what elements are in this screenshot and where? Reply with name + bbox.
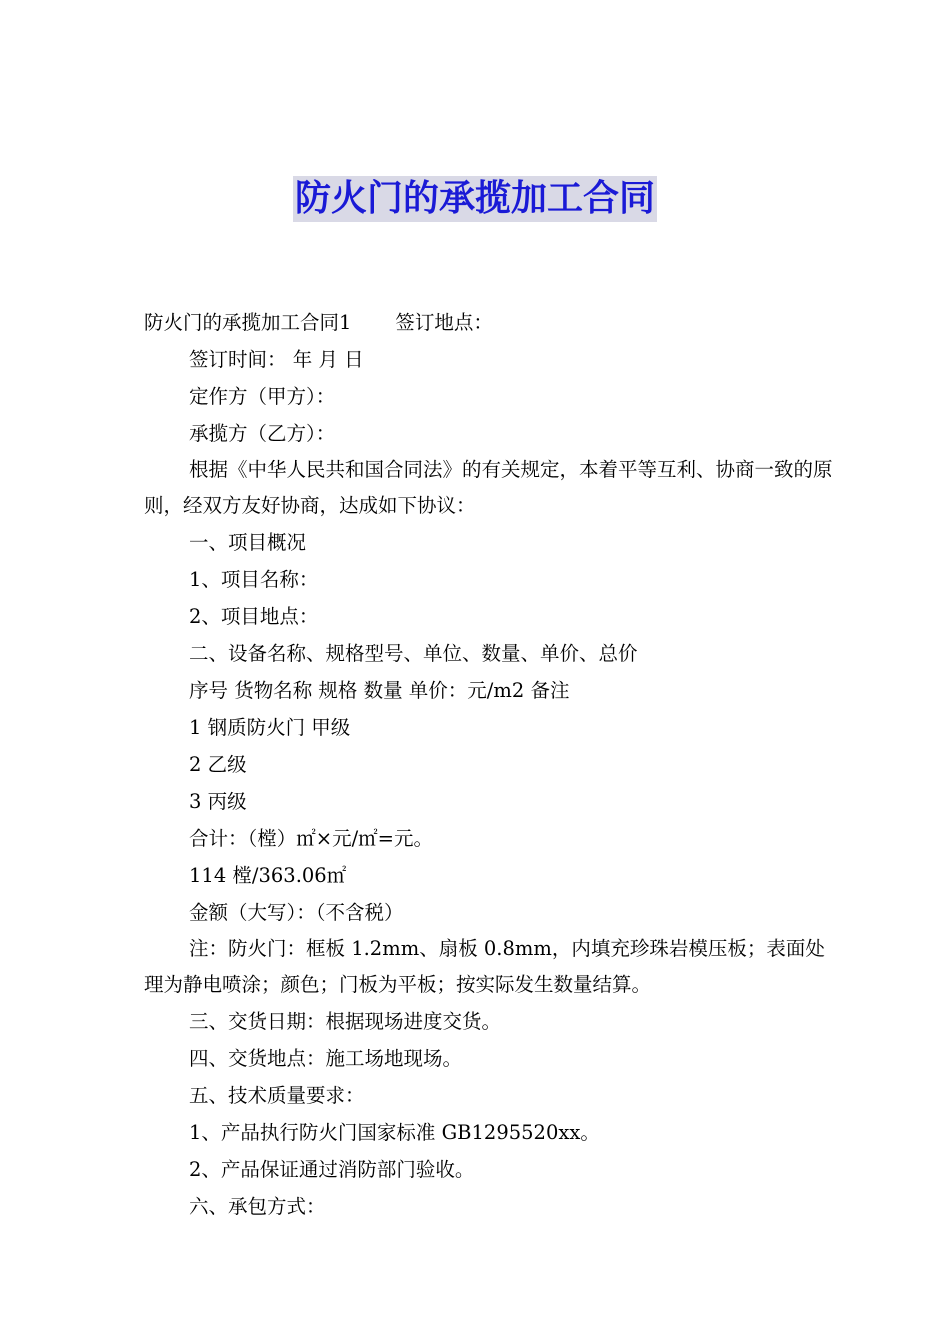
intro-line xyxy=(144,304,834,341)
preamble-paragraph: 根据《中华人民共和国合同法》的有关规定，本着平等互利、协商一致的原则，经双方友好协商，达成如下协议： xyxy=(144,458,833,517)
table-row-1: 1 钢质防火门 甲级 xyxy=(189,716,351,739)
document-body xyxy=(144,304,834,1225)
total-line: 合计：（樘）㎡×元/㎡=元。 xyxy=(189,827,433,850)
section-6-heading: 六、承包方式： xyxy=(189,1195,326,1218)
section-5-heading: 五、技术质量要求： xyxy=(189,1084,365,1107)
acceptance-line: 2、产品保证通过消防部门验收。 xyxy=(189,1158,475,1181)
sign-time-line: 签订时间： 年 月 日 xyxy=(189,348,364,371)
table-row-3: 3 丙级 xyxy=(189,790,247,813)
table-row-2: 2 乙级 xyxy=(189,753,247,776)
contract-heading: 防火门的承揽加工合同1 xyxy=(144,311,352,334)
amount-line: 金额（大写）：（不含税） xyxy=(189,901,404,924)
section-3-line: 三、交货日期：根据现场进度交货。 xyxy=(189,1010,502,1033)
quantity-line: 114 樘/363.06㎡ xyxy=(189,864,347,887)
section-2-heading: 二、设备名称、规格型号、单位、数量、单价、总价 xyxy=(189,642,638,665)
party-a-line: 定作方（甲方）： xyxy=(189,385,336,408)
section-4-line: 四、交货地点：施工场地现场。 xyxy=(189,1047,463,1070)
sign-place-label: 签订地点： xyxy=(395,311,493,334)
document-title: 防火门的承揽加工合同 xyxy=(293,176,657,222)
note-paragraph: 注：防火门：框板 1.2mm、扇板 0.8mm，内填充珍珠岩模压板；表面处理为静电喷涂；颜色；门板为平板；按实际发生数量结算。 xyxy=(144,937,825,996)
table-header-line: 序号 货物名称 规格 数量 单价：元/m2 备注 xyxy=(189,679,570,702)
standard-line: 1、产品执行防火门国家标准 GB1295520xx。 xyxy=(189,1121,600,1144)
project-name-line: 1、项目名称： xyxy=(189,568,319,591)
party-b-line: 承揽方（乙方）： xyxy=(189,422,336,445)
section-1-heading: 一、项目概况 xyxy=(189,531,307,554)
title-container xyxy=(0,176,950,222)
project-location-line: 2、项目地点： xyxy=(189,605,319,628)
